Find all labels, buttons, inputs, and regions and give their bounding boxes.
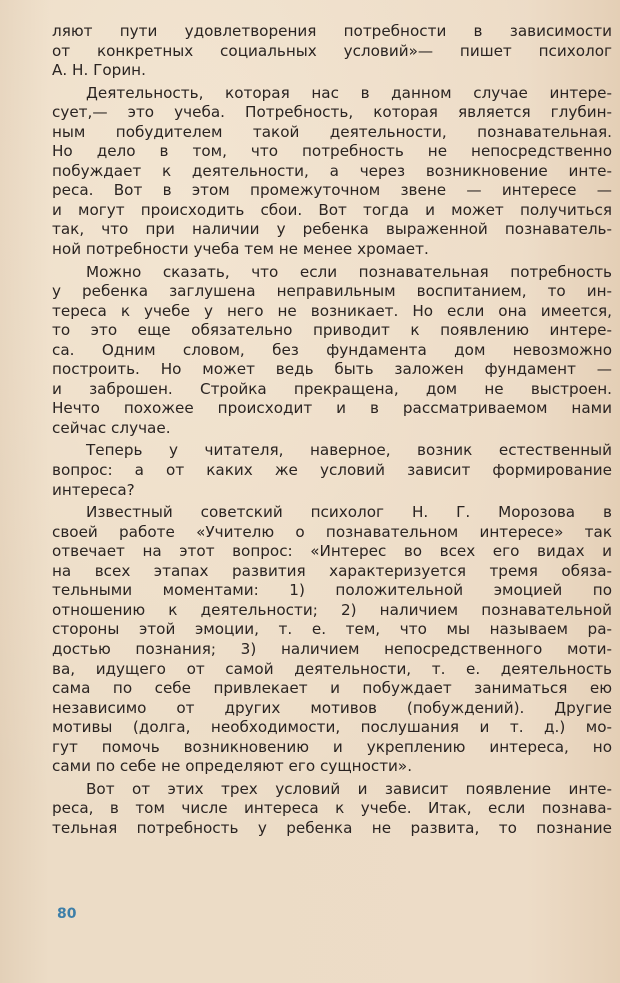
text-line: ва, идущего от самой деятельности, т. е. деятельность — [52, 659, 612, 678]
text-line: у ребенка заглушена неправильным воспитанием, то ин- — [52, 282, 612, 301]
text-line: Известный советский психолог Н. Г. Морозова в — [86, 503, 612, 522]
text-line: независимо от других мотивов (побуждений). Другие — [52, 698, 612, 717]
text-line: своей работе «Учителю о познавательном интересе» так — [52, 522, 612, 541]
text-line: Вот от этих трех условий и зависит появление инте- — [86, 779, 612, 798]
text-line: гут помочь возникновению и укреплению интереса, но — [52, 737, 612, 756]
text-line: реса. Вот в этом промежуточном звене — интересе — — [52, 181, 612, 200]
text-line: ной потребности учеба тем не менее хромает. — [52, 240, 429, 259]
page-number: 80 — [57, 906, 77, 922]
text-line: сами по себе не определяют его сущности». — [52, 757, 413, 776]
text-line: Нечто похожее происходит и в рассматриваемом нами — [52, 399, 612, 418]
text-line: отношению к деятельности; 2) наличием познавательной — [52, 600, 612, 619]
text-line: и могут происходить сбои. Вот тогда и может получиться — [52, 200, 612, 219]
text-line: ляют пути удовлетворения потребности в зависимости — [52, 22, 612, 40]
text-line: сама по себе привлекает и побуждает заниматься ею — [52, 679, 612, 698]
text-line: Теперь у читателя, наверное, возник естественный — [86, 441, 612, 460]
text-line: так, что при наличии у ребенка выраженной познаватель- — [52, 220, 612, 239]
text-line: на всех этапах развития характеризуется тремя обяза- — [52, 561, 612, 580]
text-line: от конкретных социальных условий»— пишет психолог — [52, 41, 612, 60]
text-line: сейчас случае. — [52, 418, 171, 437]
text-line: построить. Но может ведь быть заложен фундамент — — [52, 360, 612, 379]
text-line: сует,— это учеба. Потребность, которая является глубин- — [52, 103, 612, 122]
text-line: А. Н. Горин. — [52, 61, 146, 80]
text-line: тельная потребность у ребенка не развита, то познание — [52, 818, 612, 837]
text-line: мотивы (долга, необходимости, послушания и т. д.) мо- — [52, 718, 612, 737]
text-line: побуждает к деятельности, а через возникновение инте- — [52, 161, 612, 180]
text-line: достью познания; 3) наличием непосредственного моти- — [52, 639, 612, 658]
text-line: Деятельность, которая нас в данном случае интере- — [86, 83, 612, 102]
text-line: тереса к учебе у него не возникает. Но если она имеется, — [52, 301, 612, 320]
text-line: Можно сказать, что если познавательная потребность — [86, 262, 612, 281]
body-text — [52, 22, 612, 838]
text-line: интереса? — [52, 480, 135, 499]
text-line: отвечает на этот вопрос: «Интерес во всех его видах и — [52, 542, 612, 561]
text-line: реса, в том числе интереса к учебе. Итак, если познава- — [52, 799, 612, 818]
text-line: ным побудителем такой деятельности, познавательная. — [52, 122, 612, 141]
text-line: Но дело в том, что потребность не непосредственно — [52, 142, 612, 161]
text-line: и заброшен. Стройка прекращена, дом не выстроен. — [52, 379, 612, 398]
text-line: са. Одним словом, без фундамента дом невозможно — [52, 340, 612, 359]
text-line: тельными моментами: 1) положительной эмоцией по — [52, 581, 612, 600]
text-line: то это еще обязательно приводит к появлению интере- — [52, 321, 612, 340]
text-line: стороны этой эмоции, т. е. тем, что мы называем ра- — [52, 620, 612, 639]
text-line: вопрос: а от каких же условий зависит формирование — [52, 461, 612, 480]
